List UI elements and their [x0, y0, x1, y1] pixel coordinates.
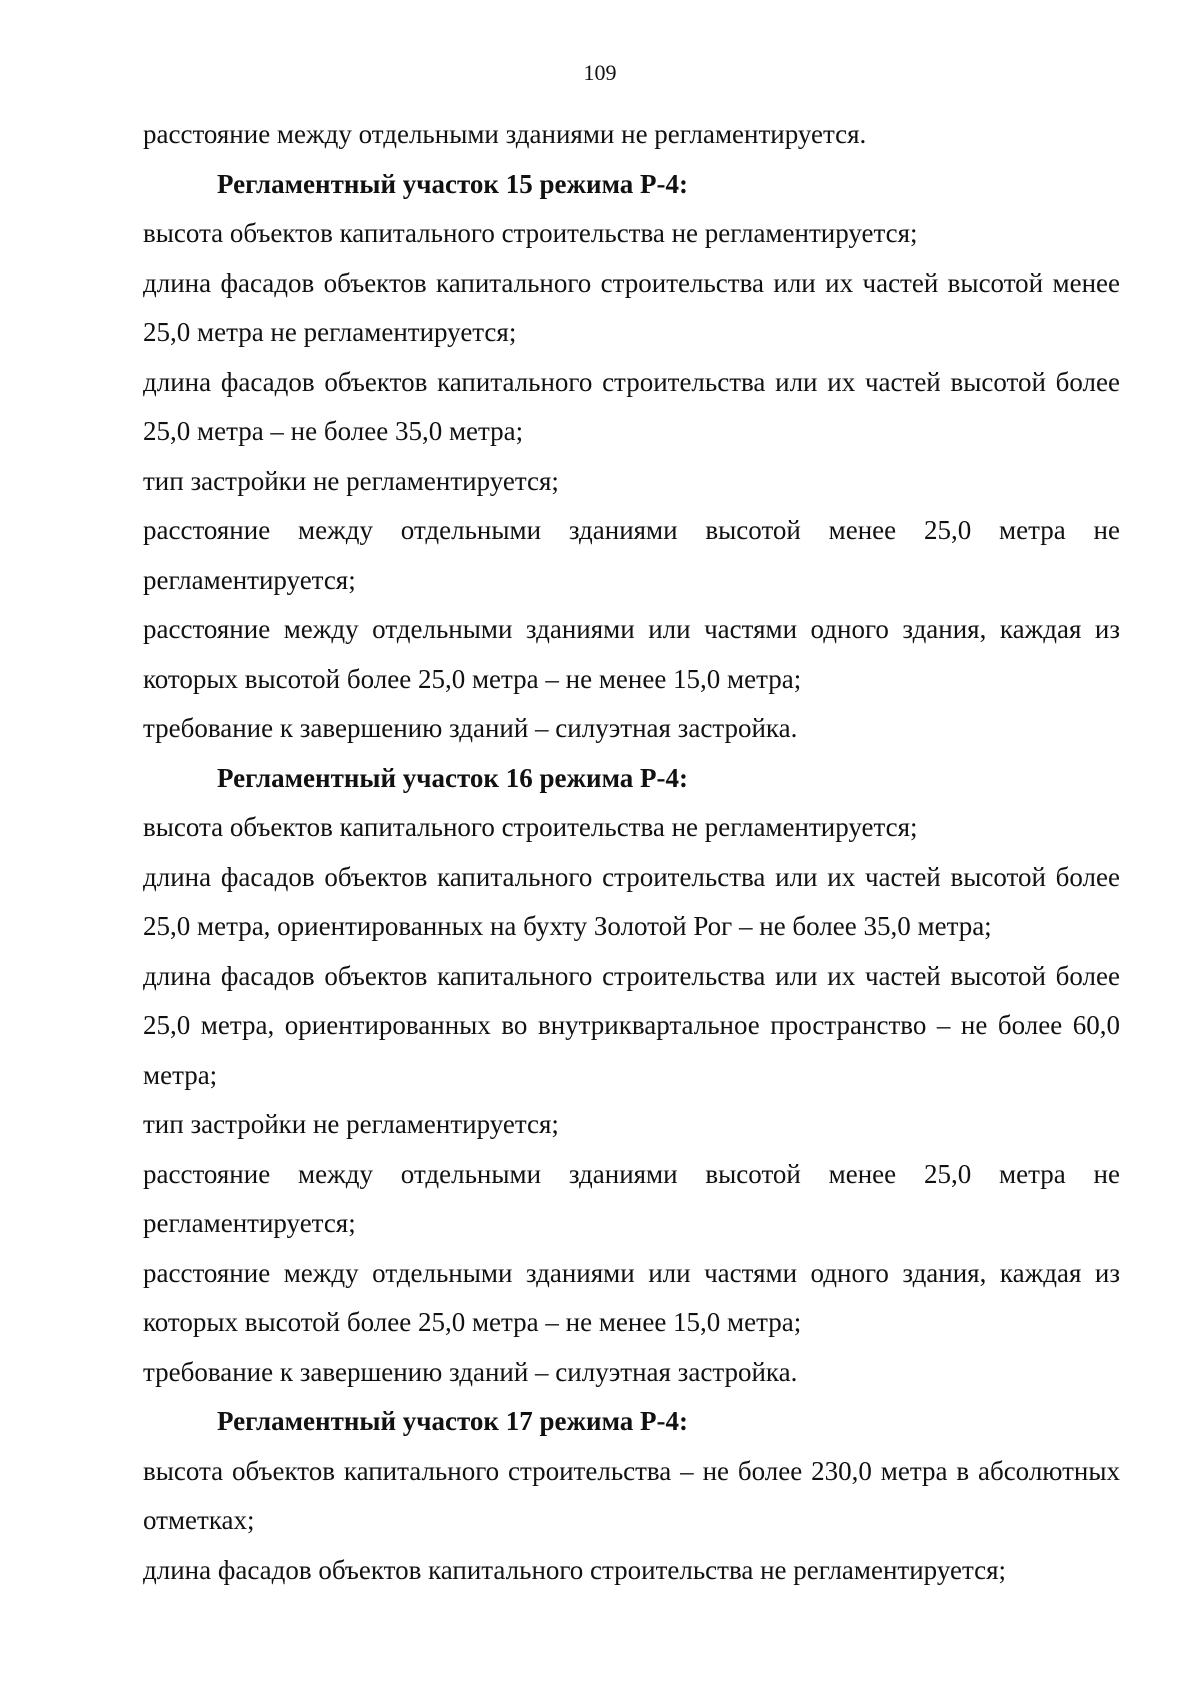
paragraph: длина фасадов объектов капитального строительства или их частей высотой менее 25,0 метра не регламентируется;: [143, 267, 1120, 347]
paragraph: требование к завершению зданий – силуэтная застройка.: [143, 713, 798, 743]
paragraph: высота объектов капитального строительства не регламентируется;: [143, 218, 918, 248]
paragraph: длина фасадов объектов капитального строительства или их частей высотой более 25,0 метра – не более 35,0 метра;: [143, 366, 1120, 446]
paragraph: расстояние между отдельными зданиями не регламентируется.: [143, 119, 867, 149]
section-heading: Регламентный участок 17 режима Р-4:: [217, 1406, 689, 1436]
paragraph: требование к завершению зданий – силуэтная застройка.: [143, 1356, 798, 1387]
paragraph: тип застройки не регламентируется;: [143, 1109, 559, 1139]
paragraph: тип застройки не регламентируется;: [143, 465, 559, 496]
paragraph: длина фасадов объектов капитального строительства или их частей высотой более 25,0 метра, ориентированных на бухту Золотой Рог – не более 35,0 метра;: [143, 861, 1120, 941]
paragraph: длина фасадов объектов капитального строительства или их частей высотой более 25,0 метра, ориентированных во внутриквартальное пространство – не более 60,0 метра;: [143, 960, 1120, 1090]
paragraph: расстояние между отдельными зданиями или частями одного здания, каждая из которых высотой более 25,0 метра – не менее 15,0 метра;: [143, 614, 1120, 694]
paragraph: высота объектов капитального строительства – не более 230,0 метра в абсолютных отметках;: [143, 1455, 1120, 1535]
paragraph: длина фасадов объектов капитального строительства не регламентируется;: [143, 1554, 1006, 1585]
paragraph: расстояние между отдельными зданиями или частями одного здания, каждая из которых высотой более 25,0 метра – не менее 15,0 метра;: [143, 1257, 1120, 1337]
document-body: [143, 110, 1120, 1595]
section-heading: Регламентный участок 15 режима Р-4:: [217, 168, 689, 199]
paragraph: расстояние между отдельными зданиями высотой менее 25,0 метра не регламентируется;: [143, 515, 1120, 595]
page-number: 109: [583, 60, 617, 85]
paragraph: высота объектов капитального строительства не регламентируется;: [143, 812, 918, 842]
paragraph: расстояние между отдельными зданиями высотой менее 25,0 метра не регламентируется;: [143, 1158, 1120, 1238]
section-heading: Регламентный участок 16 режима Р-4:: [217, 762, 689, 793]
